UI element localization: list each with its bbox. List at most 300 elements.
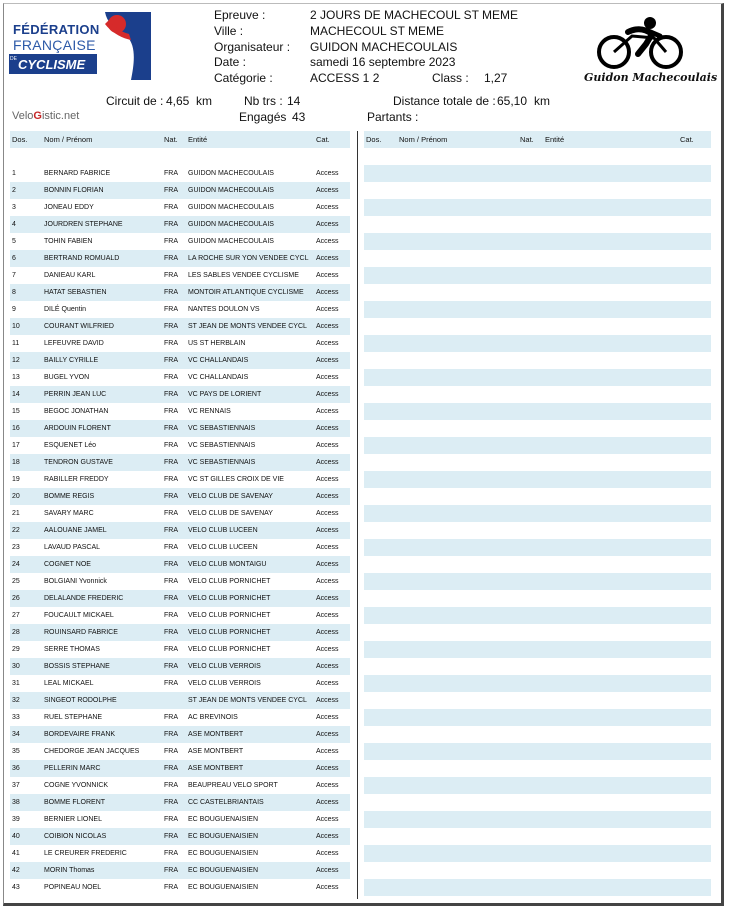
nat-cell: FRA [164,612,178,619]
dos-cell: 14 [12,391,20,398]
table-row [10,573,350,590]
nat-cell: FRA [164,833,178,840]
entity-cell: MONTOIR ATLANTIQUE CYCLISME [188,289,304,296]
table-row-empty [364,505,711,522]
cat-cell: Access [316,850,339,857]
table-row-empty [364,539,711,556]
dos-cell: 20 [12,493,20,500]
class-value: 1,27 [484,71,508,85]
table-row [10,284,350,301]
dos-cell: 21 [12,510,20,517]
cat-cell: Access [316,272,339,279]
table-row-empty [364,250,711,267]
nat-cell: FRA [164,714,178,721]
table-row-empty [364,624,711,641]
name-cell: TOHIN FABIEN [44,238,93,245]
cat-cell: Access [316,238,339,245]
table-row-empty [364,811,711,828]
entity-cell: GUIDON MACHECOULAIS [188,204,274,211]
dos-cell: 30 [12,663,20,670]
nat-cell: FRA [164,595,178,602]
table-row-empty [364,556,711,573]
table-row [10,369,350,386]
table-row-empty [364,471,711,488]
cat-cell: Access [316,595,339,602]
cat-cell: Access [316,799,339,806]
entity-cell: GUIDON MACHECOULAIS [188,238,274,245]
table-row-empty [364,828,711,845]
name-cell: LEFEUVRE DAVID [44,340,104,347]
table-row [10,641,350,658]
table-row [10,420,350,437]
dos-cell: 7 [12,272,16,279]
table-row-empty [364,386,711,403]
entity-cell: CC CASTELBRIANTAIS [188,799,264,806]
name-cell: TENDRON GUSTAVE [44,459,113,466]
cat-cell: Access [316,816,339,823]
nat-cell: FRA [164,204,178,211]
nat-cell: FRA [164,663,178,670]
entity-cell: GUIDON MACHECOULAIS [188,170,274,177]
nat-cell: FRA [164,255,178,262]
entity-cell: VC SEBASTIENNAIS [188,442,256,449]
nat-cell: FRA [164,510,178,517]
entity-cell: GUIDON MACHECOULAIS [188,221,274,228]
table-row-empty [364,675,711,692]
cat-cell: Access [316,323,339,330]
ville-value: MACHECOUL ST MEME [310,24,445,38]
cat-cell: Access [316,782,339,789]
entity-cell: VELO CLUB PORNICHET [188,578,271,585]
cat-cell: Access [316,289,339,296]
entity-cell: BEAUPREAU VELO SPORT [188,782,278,789]
epreuve-value: 2 JOURS DE MACHECOUL ST MEME [310,8,519,22]
table-row-empty [364,403,711,420]
dos-cell: 34 [12,731,20,738]
name-cell: PERRIN JEAN LUC [44,391,107,398]
dos-cell: 13 [12,374,20,381]
ffc-logo-line3: CYCLISME [18,57,86,72]
table-row-empty [364,879,711,896]
nat-cell: FRA [164,170,178,177]
dos-cell: 28 [12,629,20,636]
entity-cell: VELO CLUB MONTAIGU [188,561,267,568]
entity-cell: VC SEBASTIENNAIS [188,459,256,466]
name-cell: BEGOC JONATHAN [44,408,109,415]
nat-cell: FRA [164,425,178,432]
velogistic-watermark [12,110,79,122]
name-cell: BERTRAND ROMUALD [44,255,120,262]
table-row-empty [364,352,711,369]
dos-cell: 12 [12,357,20,364]
epreuve-label: Epreuve : [214,8,266,22]
entity-cell: ASE MONTBERT [188,731,244,738]
table-row [10,862,350,879]
dos-cell: 42 [12,867,20,874]
col-nom-header: Nom / Prénom [44,135,93,144]
cat-cell: Access [316,629,339,636]
cyclist-icon [580,14,698,70]
circuit-unit: km [196,94,212,108]
name-cell: DELALANDE FREDERIC [44,595,124,602]
nat-cell: FRA [164,544,178,551]
dos-cell: 9 [12,306,16,313]
dos-cell: 33 [12,714,20,721]
name-cell: PELLERIN MARC [44,765,101,772]
dos-cell: 39 [12,816,20,823]
table-row [10,250,350,267]
name-cell: DILÉ Quentin [44,306,87,313]
table-row [10,505,350,522]
cat-cell: Access [316,340,339,347]
table-row-empty [364,709,711,726]
table-row-empty [364,301,711,318]
name-cell: BOMME REGIS [44,493,95,500]
cat-cell: Access [316,527,339,534]
name-cell: BERNIER LIONEL [44,816,102,823]
entity-cell: VC RENNAIS [188,408,231,415]
entity-cell: US ST HERBLAIN [188,340,246,347]
table-row [10,386,350,403]
table-row-empty [364,522,711,539]
name-cell: LAVAUD PASCAL [44,544,101,551]
entity-cell: VC ST GILLES CROIX DE VIE [188,476,284,483]
table-row [10,233,350,250]
nat-cell: FRA [164,408,178,415]
table-row-empty [364,420,711,437]
nat-cell: FRA [164,442,178,449]
dos-cell: 23 [12,544,20,551]
table-row-empty [364,182,711,199]
categorie-value: ACCESS 1 2 [310,71,380,85]
nat-cell: FRA [164,238,178,245]
table-row-empty [364,794,711,811]
cat-cell: Access [316,867,339,874]
name-cell: SAVARY MARC [44,510,94,517]
ville-label: Ville : [214,24,244,38]
table-row [10,539,350,556]
date-value: samedi 16 septembre 2023 [310,55,456,69]
cat-cell: Access [316,476,339,483]
table-divider [357,131,358,899]
dos-cell: 35 [12,748,20,755]
col-entite-header: Entité [188,135,208,144]
table-row-empty [364,199,711,216]
col-cat-header-right: Cat. [680,135,694,144]
entity-cell: NANTES DOULON VS [188,306,260,313]
table-row-empty [364,641,711,658]
table-row [10,675,350,692]
velogistic-part-a: Velo [12,110,34,122]
entity-cell: ASE MONTBERT [188,748,244,755]
table-row-empty [364,743,711,760]
name-cell: MORIN Thomas [44,867,95,874]
entity-cell: VELO CLUB PORNICHET [188,595,271,602]
cat-cell: Access [316,204,339,211]
cat-cell: Access [316,391,339,398]
table-row [10,488,350,505]
nat-cell: FRA [164,646,178,653]
table-header-right [364,131,711,148]
table-row [10,216,350,233]
cat-cell: Access [316,884,339,891]
name-cell: RABILLER FREDDY [44,476,109,483]
name-cell: BOMME FLORENT [44,799,106,806]
dos-cell: 43 [12,884,20,891]
name-cell: FOUCAULT MICKAEL [44,612,114,619]
table-row-empty [364,165,711,182]
entity-cell: VELO CLUB PORNICHET [188,612,271,619]
circuit-label: Circuit de : [106,94,164,108]
dos-cell: 32 [12,697,20,704]
entity-cell: VELO CLUB VERROIS [188,663,261,670]
cat-cell: Access [316,714,339,721]
name-cell: BORDEVAIRE FRANK [44,731,116,738]
entity-cell: VELO CLUB VERROIS [188,680,261,687]
table-row-empty [364,488,711,505]
nat-cell: FRA [164,527,178,534]
velogistic-part-c: istic.net [41,110,80,122]
organisateur-value: GUIDON MACHECOULAIS [310,40,458,54]
table-row [10,777,350,794]
name-cell: LE CREURER FREDERIC [44,850,127,857]
col-cat-header: Cat. [316,135,330,144]
cat-cell: Access [316,357,339,364]
table-header-left [10,131,350,148]
name-cell: COGNE YVONNICK [44,782,109,789]
dos-cell: 2 [12,187,16,194]
name-cell: BOLGIANI Yvonnick [44,578,107,585]
nat-cell: FRA [164,578,178,585]
col-nom-header-right: Nom / Prénom [399,135,448,144]
ffc-logo [9,10,157,83]
club-logo-name: Guidon Machecoulais [584,71,718,84]
table-row [10,437,350,454]
name-cell: SINGEOT RODOLPHE [44,697,117,704]
nat-cell: FRA [164,323,178,330]
entity-cell: EC BOUGUENAISIEN [188,867,259,874]
table-row-empty [364,607,711,624]
nat-cell: FRA [164,629,178,636]
table-row-empty [364,760,711,777]
col-nat-header: Nat. [164,135,178,144]
table-row-empty [364,369,711,386]
table-row-empty [364,454,711,471]
ffc-logo-line2: FRANÇAISE [13,37,96,53]
entries-table-right [364,131,711,899]
table-spacer-row [10,148,350,165]
entity-cell: EC BOUGUENAISIEN [188,884,259,891]
entity-cell: VC CHALLANDAIS [188,357,249,364]
dos-cell: 1 [12,170,16,177]
entity-cell: EC BOUGUENAISIEN [188,833,259,840]
table-row [10,879,350,896]
table-row [10,624,350,641]
col-dos-header-right: Dos. [366,135,382,144]
table-row [10,760,350,777]
name-cell: BONNIN FLORIAN [44,187,104,194]
cat-cell: Access [316,255,339,262]
dos-cell: 36 [12,765,20,772]
table-row [10,743,350,760]
nat-cell: FRA [164,748,178,755]
circuit-value: 4,65 [166,94,190,108]
table-row [10,607,350,624]
cat-cell: Access [316,765,339,772]
nat-cell: FRA [164,561,178,568]
nat-cell: FRA [164,731,178,738]
table-row [10,165,350,182]
dos-cell: 4 [12,221,16,228]
nat-cell: FRA [164,340,178,347]
cat-cell: Access [316,374,339,381]
cat-cell: Access [316,561,339,568]
nbtrs-label: Nb trs : [244,94,283,108]
table-row-empty [364,692,711,709]
name-cell: DANIEAU KARL [44,272,96,279]
name-cell: COIBION NICOLAS [44,833,107,840]
entity-cell: LES SABLES VENDEE CYCLISME [188,272,299,279]
cat-cell: Access [316,697,339,704]
cat-cell: Access [316,646,339,653]
dos-cell: 17 [12,442,20,449]
name-cell: POPINEAU NOEL [44,884,102,891]
cat-cell: Access [316,493,339,500]
dos-cell: 27 [12,612,20,619]
nat-cell: FRA [164,357,178,364]
dos-cell: 24 [12,561,20,568]
nat-cell: FRA [164,221,178,228]
dos-cell: 18 [12,459,20,466]
dos-cell: 25 [12,578,20,585]
col-dos-header: Dos. [12,135,28,144]
cat-cell: Access [316,663,339,670]
cat-cell: Access [316,833,339,840]
engages-label: Engagés [239,110,287,124]
table-row [10,726,350,743]
dos-cell: 15 [12,408,20,415]
dos-cell: 3 [12,204,16,211]
cat-cell: Access [316,221,339,228]
name-cell: BERNARD FABRICE [44,170,111,177]
name-cell: BOSSIS STEPHANE [44,663,110,670]
table-row-empty [364,216,711,233]
name-cell: ESQUENET Léo [44,442,97,449]
nat-cell: FRA [164,816,178,823]
table-row [10,199,350,216]
nat-cell: FRA [164,680,178,687]
dos-cell: 6 [12,255,16,262]
nat-cell: FRA [164,476,178,483]
name-cell: HATAT SEBASTIEN [44,289,107,296]
cat-cell: Access [316,510,339,517]
distance-value: 65,10 [497,94,528,108]
col-nat-header-right: Nat. [520,135,534,144]
name-cell: SERRE THOMAS [44,646,100,653]
class-label: Class : [432,71,469,85]
nat-cell: FRA [164,493,178,500]
dos-cell: 31 [12,680,20,687]
name-cell: LEAL MICKAEL [44,680,94,687]
col-entite-header-right: Entité [545,135,565,144]
nat-cell: FRA [164,374,178,381]
distance-label: Distance totale de : [393,94,496,108]
name-cell: COGNET NOE [44,561,91,568]
categorie-label: Catégorie : [214,71,273,85]
name-cell: BUGEL YVON [44,374,90,381]
table-row-empty [364,573,711,590]
table-row [10,403,350,420]
entries-table-left [10,131,350,899]
nat-cell: FRA [164,765,178,772]
distance-unit: km [534,94,550,108]
name-cell: ROUINSARD FABRICE [44,629,118,636]
table-row [10,471,350,488]
engages-value: 43 [292,110,306,124]
dos-cell: 22 [12,527,20,534]
entity-cell: EC BOUGUENAISIEN [188,816,259,823]
table-row [10,709,350,726]
dos-cell: 37 [12,782,20,789]
table-row-empty [364,284,711,301]
nat-cell: FRA [164,289,178,296]
partants-label: Partants : [367,110,419,124]
table-row-empty [364,726,711,743]
table-row-empty [364,777,711,794]
name-cell: AALOUANE JAMEL [44,527,107,534]
cat-cell: Access [316,408,339,415]
organisateur-label: Organisateur : [214,40,291,54]
dos-cell: 8 [12,289,16,296]
name-cell: JONEAU EDDY [44,204,94,211]
dos-cell: 41 [12,850,20,857]
table-row [10,811,350,828]
cat-cell: Access [316,544,339,551]
entity-cell: VELO CLUB PORNICHET [188,629,271,636]
entity-cell: LA ROCHE SUR YON VENDEE CYCL [188,255,309,262]
table-row [10,301,350,318]
cat-cell: Access [316,612,339,619]
table-row [10,794,350,811]
entity-cell: VC CHALLANDAIS [188,374,249,381]
name-cell: JOURDREN STEPHANE [44,221,123,228]
cat-cell: Access [316,680,339,687]
table-row-empty [364,658,711,675]
table-row [10,522,350,539]
date-label: Date : [214,55,247,69]
nbtrs-value: 14 [287,94,301,108]
table-row-empty [364,845,711,862]
table-row [10,352,350,369]
table-row [10,335,350,352]
entity-cell: VC PAYS DE LORIENT [188,391,262,398]
nat-cell: FRA [164,884,178,891]
nat-cell: FRA [164,799,178,806]
table-row [10,692,350,709]
ffc-swoosh-icon [91,10,157,83]
entity-cell: AC BREVINOIS [188,714,238,721]
nat-cell: FRA [164,459,178,466]
cat-cell: Access [316,578,339,585]
nat-cell: FRA [164,306,178,313]
cat-cell: Access [316,748,339,755]
cat-cell: Access [316,306,339,313]
cat-cell: Access [316,187,339,194]
dos-cell: 5 [12,238,16,245]
ffc-logo-de: DE [10,56,17,62]
velogistic-part-b: G [33,110,42,122]
table-row-empty [364,233,711,250]
